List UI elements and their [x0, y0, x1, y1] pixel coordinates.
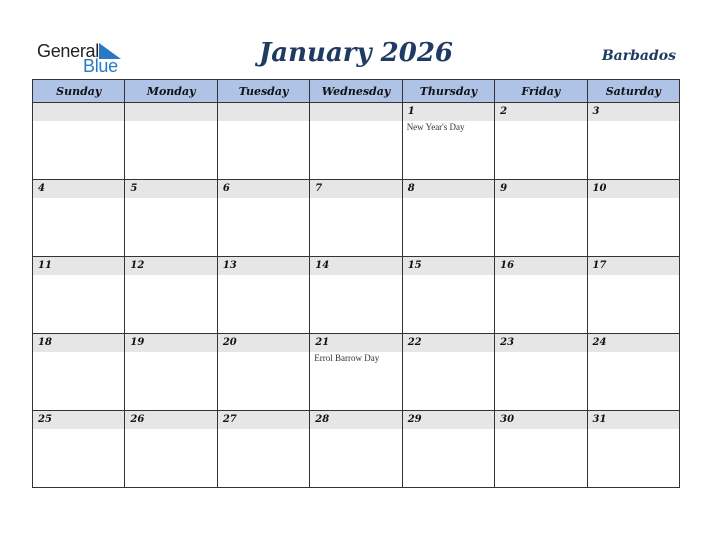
- page-title: January 2026: [258, 38, 454, 68]
- day-cell: [33, 257, 125, 334]
- day-cell: [125, 180, 217, 257]
- day-number: 20: [222, 337, 237, 348]
- day-number: 25: [38, 414, 52, 425]
- day-cell: [587, 103, 679, 180]
- week-row: [33, 257, 680, 334]
- day-number-bar: [310, 257, 401, 275]
- day-number: 10: [592, 183, 607, 194]
- holiday-label: Errol Barrow Day: [314, 353, 380, 363]
- day-number: 31: [592, 414, 607, 425]
- weekday-header-row: [33, 80, 680, 103]
- week-row: [33, 103, 680, 180]
- day-cell: [33, 180, 125, 257]
- day-number-bar: [588, 334, 679, 352]
- day-number: 8: [407, 183, 415, 194]
- day-number: 23: [500, 337, 515, 348]
- day-cell: [587, 257, 679, 334]
- day-number-bar: [403, 103, 494, 121]
- day-cell: [125, 411, 217, 488]
- day-number-bar: [588, 411, 679, 429]
- day-number-bar: [588, 180, 679, 198]
- day-cell: [310, 103, 402, 180]
- day-number: 11: [38, 260, 52, 271]
- day-number: 28: [315, 414, 330, 425]
- weekday-sunday: Sunday: [33, 80, 125, 103]
- day-number-bar: [33, 411, 124, 429]
- day-cell: [402, 257, 494, 334]
- logo-general-text: General: [37, 41, 99, 61]
- day-cell: [495, 180, 587, 257]
- day-number-bar: [218, 411, 309, 429]
- day-number: 3: [592, 106, 600, 117]
- day-number-bar: [403, 411, 494, 429]
- day-number-bar: [495, 180, 586, 198]
- day-number: 14: [315, 260, 330, 271]
- day-number: 18: [38, 337, 52, 348]
- day-cell: [587, 411, 679, 488]
- holiday-label: New Year's Day: [406, 122, 465, 132]
- day-number-bar: [310, 103, 401, 121]
- day-number-bar: [495, 334, 586, 352]
- day-number: 27: [222, 414, 237, 425]
- day-number: 19: [130, 337, 145, 348]
- day-number-bar: [495, 411, 586, 429]
- day-cell: [495, 103, 587, 180]
- day-cell: [125, 334, 217, 411]
- day-number-bar: [125, 103, 216, 121]
- day-number: 6: [222, 183, 230, 194]
- week-row: [33, 180, 680, 257]
- day-cell: [217, 334, 309, 411]
- day-number-bar: [495, 103, 586, 121]
- weekday-saturday: Saturday: [587, 80, 679, 103]
- day-number: 22: [407, 337, 422, 348]
- day-number: 4: [38, 183, 45, 194]
- day-cell: [495, 257, 587, 334]
- day-number-bar: [218, 334, 309, 352]
- day-number-bar: [218, 257, 309, 275]
- day-cell: [125, 257, 217, 334]
- calendar-grid: [32, 79, 680, 488]
- day-number-bar: [125, 180, 216, 198]
- day-cell: [495, 411, 587, 488]
- day-number: 26: [130, 414, 145, 425]
- day-number: 1: [407, 106, 415, 117]
- day-cell: [587, 180, 679, 257]
- day-cell: [33, 334, 125, 411]
- day-number-bar: [310, 334, 401, 352]
- day-number: 24: [592, 337, 607, 348]
- week-row: [33, 411, 680, 488]
- day-number-bar: [125, 334, 216, 352]
- day-number-bar: [125, 411, 216, 429]
- day-cell: [310, 257, 402, 334]
- day-number: 30: [500, 414, 515, 425]
- day-number-bar: [310, 411, 401, 429]
- day-number: 13: [222, 260, 237, 271]
- day-number-bar: [403, 257, 494, 275]
- day-cell: [402, 334, 494, 411]
- day-cell: [402, 103, 494, 180]
- day-number: 29: [407, 414, 422, 425]
- day-cell: [310, 180, 402, 257]
- day-number-bar: [403, 180, 494, 198]
- day-cell: [33, 411, 125, 488]
- day-number: 17: [592, 260, 607, 271]
- day-cell: [402, 180, 494, 257]
- day-number: 15: [407, 260, 422, 271]
- day-number-bar: [33, 103, 124, 121]
- day-cell: [125, 103, 217, 180]
- day-cell: [217, 257, 309, 334]
- day-number-bar: [588, 257, 679, 275]
- day-number-bar: [218, 180, 309, 198]
- day-number: 2: [500, 106, 508, 117]
- week-row: [33, 334, 680, 411]
- day-number: 21: [315, 337, 330, 348]
- day-number-bar: [403, 334, 494, 352]
- country-label: Barbados: [601, 48, 676, 64]
- day-number: 12: [130, 260, 145, 271]
- weekday-monday: Monday: [125, 80, 217, 103]
- day-number-bar: [33, 334, 124, 352]
- day-cell: [310, 411, 402, 488]
- weekday-tuesday: Tuesday: [217, 80, 309, 103]
- day-number-bar: [310, 180, 401, 198]
- day-cell: [33, 103, 125, 180]
- day-cell: [402, 411, 494, 488]
- day-number-bar: [495, 257, 586, 275]
- day-number-bar: [33, 257, 124, 275]
- day-cell: [310, 334, 402, 411]
- day-cell: [217, 103, 309, 180]
- day-number-bar: [218, 103, 309, 121]
- weekday-thursday: Thursday: [402, 80, 494, 103]
- day-number: 5: [130, 183, 138, 194]
- weekday-friday: Friday: [495, 80, 587, 103]
- day-number-bar: [33, 180, 124, 198]
- day-cell: [587, 334, 679, 411]
- day-cell: [217, 411, 309, 488]
- day-number: 9: [500, 183, 508, 194]
- day-number: 16: [500, 260, 515, 271]
- day-cell: [495, 334, 587, 411]
- day-number-bar: [125, 257, 216, 275]
- day-number-bar: [588, 103, 679, 121]
- weekday-wednesday: Wednesday: [310, 80, 402, 103]
- day-cell: [217, 180, 309, 257]
- day-number: 7: [315, 183, 323, 194]
- logo-blue-text: Blue: [83, 56, 118, 76]
